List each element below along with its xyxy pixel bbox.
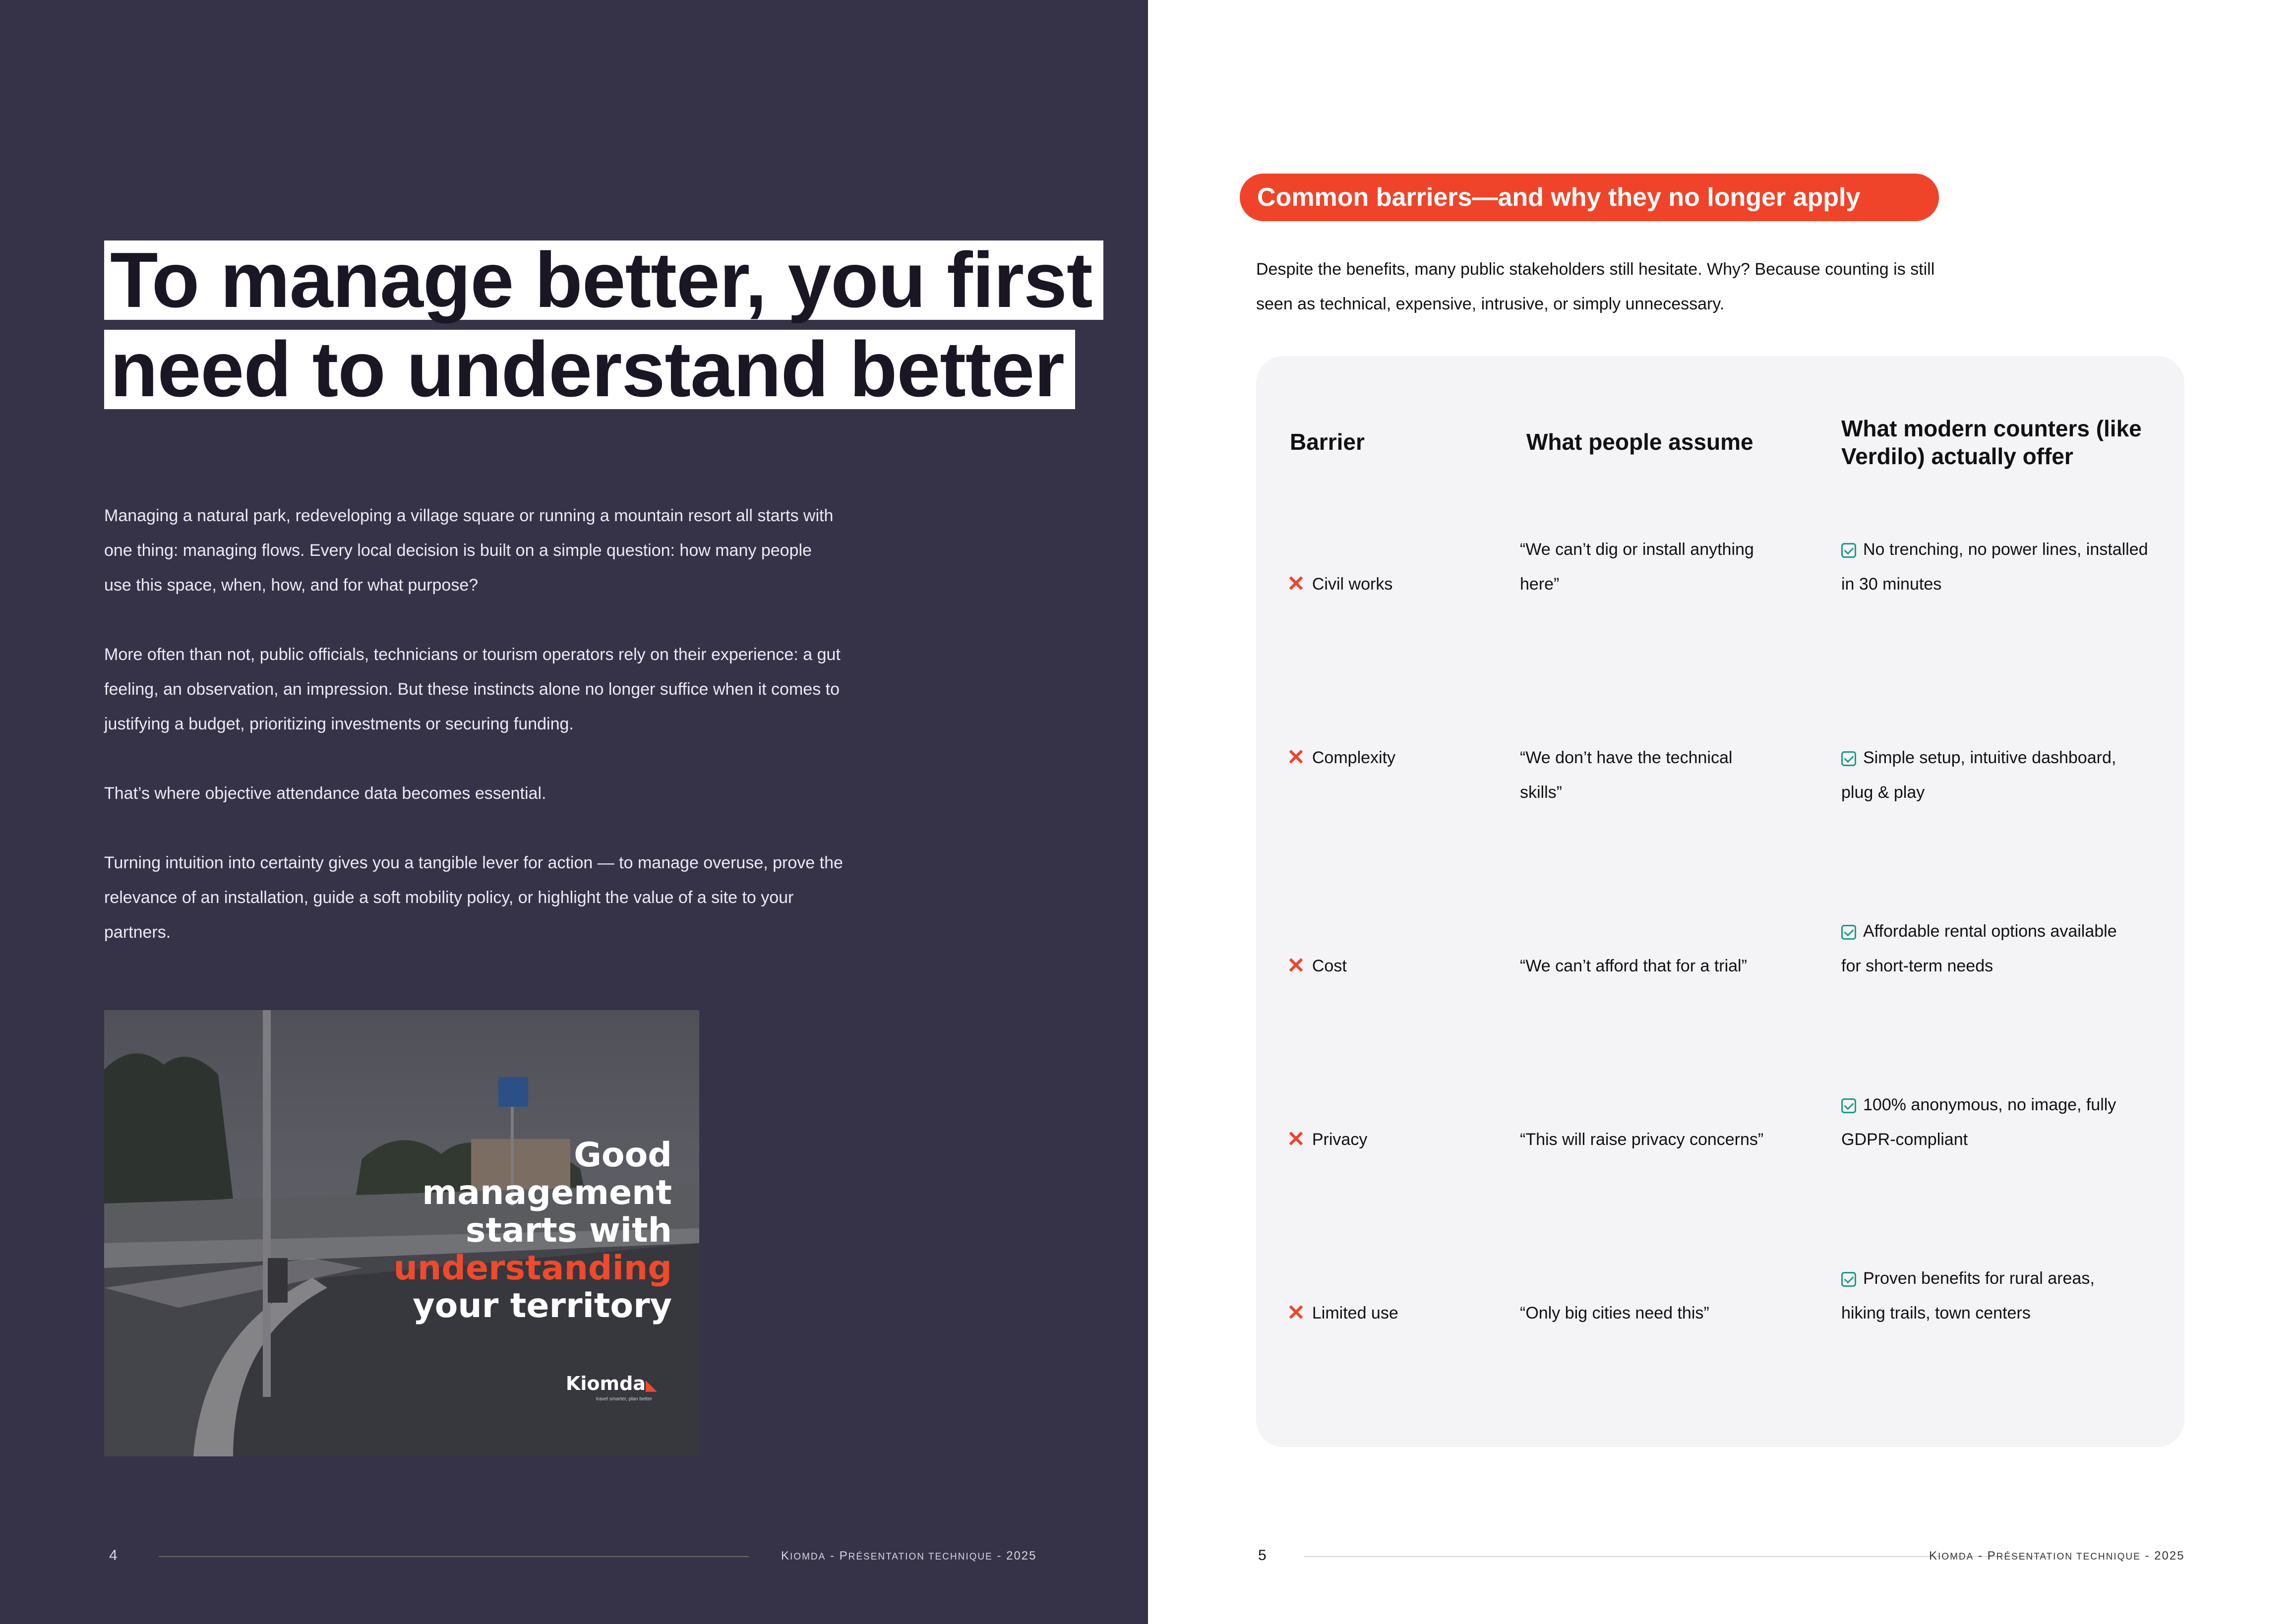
check-icon [1841, 543, 1856, 558]
check-icon [1841, 1098, 1856, 1113]
table-row-barrier [1287, 567, 1392, 601]
table-row-assumption: “Only big cities need this” [1520, 1304, 1709, 1323]
check-icon [1841, 925, 1856, 940]
barrier-label: Privacy [1312, 1130, 1368, 1149]
footer-divider [159, 1556, 749, 1557]
logo-mark-icon: ◣ [645, 1377, 657, 1394]
barrier-label: Cost [1312, 957, 1347, 975]
page-number: 4 [109, 1547, 118, 1564]
barrier-label: Limited use [1312, 1304, 1398, 1323]
right-page [1148, 0, 2296, 1624]
paragraph: More often than not, public officials, technicians or tourism operators rely on their experience: a gut feeling, an observation, an impression. But these instincts alone no longer suffice when it comes to justifying a budget, prioritizing investments or securing funding. [104, 645, 841, 733]
page-headline [104, 237, 1103, 413]
intro-paragraph: Despite the benefits, many public stakeholders still hesitate. Why? Because counting is still seen as technical, expensive, intrusive, or simply unnecessary. [1256, 260, 1935, 313]
offer-label: Proven benefits for rural areas, hiking trails, town centers [1841, 1269, 2095, 1323]
footer-text-part: - 2025 [2140, 1549, 2185, 1563]
promo-photo [104, 1010, 699, 1456]
photo-caption [394, 1137, 672, 1325]
offer-label: Affordable rental options available for short-term needs [1841, 922, 2117, 975]
table-row-offer [1841, 740, 2149, 810]
barrier-label: Complexity [1312, 748, 1396, 767]
cross-icon: ✕ [1287, 954, 1305, 978]
caption-line-accent: understanding [393, 1249, 672, 1288]
table-row-offer [1841, 1087, 2129, 1157]
check-icon [1841, 751, 1856, 766]
body-text [104, 498, 843, 984]
footer-text-part: RÉSENTATION TECHNIQUE [848, 1552, 993, 1562]
table-row-offer [1841, 914, 2129, 983]
table-row-barrier [1287, 740, 1395, 775]
footer-text [781, 1549, 1037, 1563]
caption-line: your territory [413, 1286, 672, 1325]
table-row-barrier [1287, 949, 1347, 983]
cross-icon: ✕ [1287, 1127, 1305, 1151]
page-number: 5 [1258, 1547, 1267, 1564]
paragraph: That’s where objective attendance data becomes essential. [104, 784, 546, 803]
table-row-offer [1841, 532, 2149, 601]
footer-text-part: K [1929, 1549, 1938, 1563]
offer-label: Simple setup, intuitive dashboard, plug & play [1841, 748, 2116, 802]
section-title-pill: Common barriers—and why they no longer apply [1240, 174, 1939, 221]
offer-label: No trenching, no power lines, installed in 30 minutes [1841, 540, 2148, 594]
barrier-label: Civil works [1312, 575, 1393, 594]
footer-text-part: RÉSENTATION TECHNIQUE [1996, 1552, 2141, 1562]
table-row-assumption: “We don’t have the technical skills” [1520, 748, 1733, 802]
footer-text-part: - P [826, 1549, 848, 1563]
footer-text-part: - 2025 [992, 1549, 1037, 1563]
table-row-assumption: “We can’t afford that for a trial” [1520, 957, 1747, 975]
offer-label: 100% anonymous, no image, fully GDPR-compliant [1841, 1095, 2116, 1149]
caption-line: management [422, 1173, 672, 1212]
check-icon [1841, 1272, 1856, 1287]
caption-line: Good [574, 1136, 672, 1175]
headline-line-2: need to understand better [104, 330, 1075, 409]
footer-text-part: IOMDA [790, 1552, 826, 1562]
caption-line: starts with [465, 1211, 672, 1250]
headline-line-1: To manage better, you first [104, 241, 1103, 320]
column-header-barrier: Barrier [1290, 429, 1365, 455]
table-row-assumption: “We can’t dig or install anything here” [1520, 540, 1754, 594]
kiomda-logo [566, 1373, 657, 1394]
footer-text [1929, 1549, 2185, 1563]
table-row-offer [1841, 1261, 2129, 1330]
footer-text-part: - P [1974, 1549, 1996, 1563]
logo-tagline: travel smarter, plan better [596, 1396, 652, 1402]
cross-icon: ✕ [1287, 572, 1305, 596]
table-row-assumption: “This will raise privacy concerns” [1520, 1130, 1764, 1149]
logo-text: Kiomda [565, 1373, 646, 1394]
column-header-offer: What modern counters (like Verdilo) actually offer [1841, 416, 2142, 469]
footer-text-part: IOMDA [1938, 1552, 1974, 1562]
column-header-assume: What people assume [1526, 429, 1753, 455]
barriers-table-card [1256, 356, 2184, 1447]
paragraph: Managing a natural park, redeveloping a village square or running a mountain resort all starts with one thing: managing flows. Every local decision is built on a simple question: how many people use this space, when, how, and for what purpose? [104, 506, 834, 595]
paragraph: Turning intuition into certainty gives you a tangible lever for action — to manage overuse, prove the relevance of an installation, guide a soft mobility policy, or highlight the value of a site to your partners. [104, 853, 843, 942]
table-row-barrier [1287, 1296, 1398, 1330]
cross-icon: ✕ [1287, 1301, 1305, 1325]
footer-text-part: K [781, 1549, 790, 1563]
table-row-barrier [1287, 1122, 1367, 1157]
cross-icon: ✕ [1287, 745, 1305, 770]
